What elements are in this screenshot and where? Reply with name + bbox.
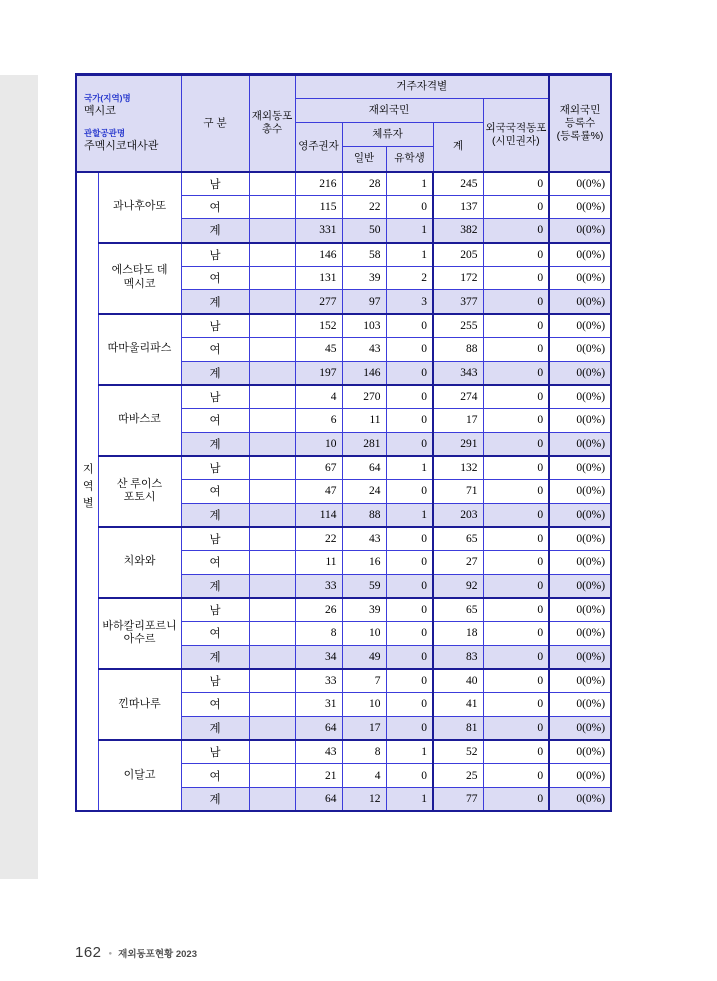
- statistics-table: [75, 73, 612, 812]
- value-cell: 0: [483, 479, 549, 503]
- value-cell: 0: [386, 385, 433, 409]
- gender-cell: 계: [181, 574, 249, 598]
- region-name: 바하칼리포르니아수르: [98, 598, 181, 669]
- value-cell: 45: [295, 337, 342, 361]
- header-permanent-resident: 영주권자: [295, 123, 342, 172]
- value-cell: 67: [295, 456, 342, 480]
- value-cell: 26: [295, 598, 342, 622]
- value-cell: 0(0%): [549, 385, 611, 409]
- value-cell: 81: [433, 716, 483, 740]
- value-cell: 43: [295, 740, 342, 764]
- region-name: 따바스코: [98, 385, 181, 456]
- value-cell: 16: [342, 551, 386, 575]
- value-cell: 0(0%): [549, 479, 611, 503]
- value-cell: 0(0%): [549, 551, 611, 575]
- value-cell: 0(0%): [549, 527, 611, 551]
- value-cell: 77: [433, 787, 483, 811]
- value-cell: 7: [342, 669, 386, 693]
- value-cell: 11: [295, 551, 342, 575]
- gender-cell: 계: [181, 787, 249, 811]
- value-cell: 382: [433, 219, 483, 243]
- value-cell: 0: [386, 337, 433, 361]
- table-row: [76, 740, 611, 764]
- value-cell: 1: [386, 243, 433, 267]
- value-cell: 64: [295, 787, 342, 811]
- gender-cell: 계: [181, 645, 249, 669]
- value-cell: 0: [483, 243, 549, 267]
- region-name: 따마울리파스: [98, 314, 181, 385]
- value-cell: 115: [295, 195, 342, 219]
- value-cell: 0: [483, 314, 549, 338]
- value-cell: 0(0%): [549, 337, 611, 361]
- value-cell: 0: [386, 574, 433, 598]
- value-cell: 0(0%): [549, 219, 611, 243]
- value-cell: 43: [342, 337, 386, 361]
- value-cell: 4: [295, 385, 342, 409]
- value-cell: 83: [433, 645, 483, 669]
- value-cell: 33: [295, 574, 342, 598]
- value-cell: [249, 503, 295, 527]
- value-cell: 0(0%): [549, 314, 611, 338]
- gender-cell: 남: [181, 385, 249, 409]
- value-cell: 8: [295, 622, 342, 646]
- gender-cell: 계: [181, 290, 249, 314]
- value-cell: 114: [295, 503, 342, 527]
- office-label: 관할공관명: [84, 128, 126, 139]
- header-row-1: [76, 75, 611, 99]
- value-cell: [249, 314, 295, 338]
- value-cell: 0: [386, 479, 433, 503]
- value-cell: 25: [433, 764, 483, 788]
- value-cell: 0(0%): [549, 290, 611, 314]
- value-cell: 0: [483, 432, 549, 456]
- value-cell: 28: [342, 172, 386, 196]
- page-number: 162: [75, 944, 102, 961]
- value-cell: 152: [295, 314, 342, 338]
- value-cell: [249, 740, 295, 764]
- value-cell: [249, 385, 295, 409]
- value-cell: 64: [342, 456, 386, 480]
- value-cell: 0: [483, 385, 549, 409]
- value-cell: 3: [386, 290, 433, 314]
- value-cell: 43: [342, 527, 386, 551]
- value-cell: 0(0%): [549, 622, 611, 646]
- value-cell: 1: [386, 787, 433, 811]
- table-body: [76, 172, 611, 812]
- gender-cell: 여: [181, 622, 249, 646]
- value-cell: 281: [342, 432, 386, 456]
- gender-cell: 남: [181, 598, 249, 622]
- value-cell: 22: [342, 195, 386, 219]
- gender-cell: 여: [181, 337, 249, 361]
- region-name: 낀따나루: [98, 669, 181, 740]
- value-cell: 137: [433, 195, 483, 219]
- value-cell: 4: [342, 764, 386, 788]
- value-cell: 0: [386, 314, 433, 338]
- value-cell: 0: [386, 716, 433, 740]
- value-cell: 17: [342, 716, 386, 740]
- office-value: 주멕시코대사관: [84, 139, 159, 152]
- value-cell: 0(0%): [549, 645, 611, 669]
- value-cell: [249, 432, 295, 456]
- value-cell: 1: [386, 503, 433, 527]
- value-cell: [249, 787, 295, 811]
- value-cell: 0(0%): [549, 266, 611, 290]
- gender-cell: 계: [181, 219, 249, 243]
- value-cell: 0: [483, 669, 549, 693]
- value-cell: 1: [386, 456, 433, 480]
- value-cell: 0: [483, 574, 549, 598]
- value-cell: 11: [342, 408, 386, 432]
- value-cell: 172: [433, 266, 483, 290]
- value-cell: 12: [342, 787, 386, 811]
- value-cell: 0: [483, 645, 549, 669]
- value-cell: 0: [386, 622, 433, 646]
- value-cell: 52: [433, 740, 483, 764]
- table-row: [76, 669, 611, 693]
- value-cell: [249, 669, 295, 693]
- value-cell: 31: [295, 693, 342, 717]
- value-cell: 2: [386, 266, 433, 290]
- value-cell: 0: [386, 693, 433, 717]
- value-cell: [249, 551, 295, 575]
- value-cell: 0: [483, 551, 549, 575]
- value-cell: 255: [433, 314, 483, 338]
- value-cell: 216: [295, 172, 342, 196]
- header-subtotal: 계: [433, 123, 483, 172]
- value-cell: 0: [386, 408, 433, 432]
- value-cell: [249, 219, 295, 243]
- value-cell: [249, 172, 295, 196]
- value-cell: 22: [295, 527, 342, 551]
- header-residence-qualification: 거주자격별: [295, 75, 549, 99]
- value-cell: 0: [386, 645, 433, 669]
- value-cell: 0: [386, 764, 433, 788]
- value-cell: 10: [295, 432, 342, 456]
- value-cell: 146: [295, 243, 342, 267]
- header-overseas-national: 재외국민: [295, 99, 483, 123]
- gender-cell: 남: [181, 527, 249, 551]
- value-cell: 65: [433, 598, 483, 622]
- value-cell: 64: [295, 716, 342, 740]
- region-name: 산 루이스 포토시: [98, 456, 181, 527]
- value-cell: 1: [386, 219, 433, 243]
- value-cell: 6: [295, 408, 342, 432]
- value-cell: 8: [342, 740, 386, 764]
- value-cell: 0: [483, 740, 549, 764]
- header-sojourner: 체류자: [342, 123, 433, 147]
- value-cell: [249, 479, 295, 503]
- value-cell: 58: [342, 243, 386, 267]
- page-margin-bar: [0, 75, 38, 879]
- value-cell: 0: [386, 361, 433, 385]
- region-name: 치와와: [98, 527, 181, 598]
- value-cell: [249, 266, 295, 290]
- value-cell: 0: [386, 669, 433, 693]
- header-gubun: 구 분: [181, 75, 249, 172]
- value-cell: [249, 195, 295, 219]
- footer-title: 재외동포현황 2023: [118, 948, 197, 960]
- value-cell: 0(0%): [549, 195, 611, 219]
- value-cell: 0(0%): [549, 693, 611, 717]
- gender-cell: 남: [181, 740, 249, 764]
- value-cell: [249, 598, 295, 622]
- table-row: [76, 385, 611, 409]
- value-cell: 0(0%): [549, 503, 611, 527]
- gender-cell: 남: [181, 314, 249, 338]
- value-cell: 59: [342, 574, 386, 598]
- value-cell: 1: [386, 740, 433, 764]
- value-cell: 0: [483, 290, 549, 314]
- value-cell: 97: [342, 290, 386, 314]
- value-cell: 0: [483, 764, 549, 788]
- value-cell: 0(0%): [549, 408, 611, 432]
- value-cell: 1: [386, 172, 433, 196]
- footer-bullet-icon: ●: [108, 950, 113, 957]
- value-cell: [249, 408, 295, 432]
- value-cell: 0: [386, 598, 433, 622]
- header-registered-count: 재외국민 등록수 (등록률%): [549, 75, 611, 172]
- header-foreign-nationality: 외국국적동포 (시민권자): [483, 99, 549, 172]
- value-cell: 0: [483, 361, 549, 385]
- value-cell: 291: [433, 432, 483, 456]
- region-name: 과나후아또: [98, 172, 181, 243]
- country-label: 국가(지역)명: [84, 92, 131, 103]
- value-cell: 0: [483, 787, 549, 811]
- value-cell: [249, 764, 295, 788]
- value-cell: 88: [433, 337, 483, 361]
- value-cell: 0(0%): [549, 574, 611, 598]
- value-cell: 0: [483, 503, 549, 527]
- country-info-cell: [76, 75, 181, 172]
- value-cell: 50: [342, 219, 386, 243]
- value-cell: 34: [295, 645, 342, 669]
- gender-cell: 여: [181, 408, 249, 432]
- page-footer: [75, 944, 197, 961]
- gender-cell: 여: [181, 195, 249, 219]
- gender-cell: 남: [181, 669, 249, 693]
- value-cell: 331: [295, 219, 342, 243]
- value-cell: [249, 456, 295, 480]
- value-cell: 92: [433, 574, 483, 598]
- value-cell: 277: [295, 290, 342, 314]
- value-cell: [249, 243, 295, 267]
- value-cell: 0: [386, 551, 433, 575]
- gender-cell: 남: [181, 456, 249, 480]
- region-name: 에스타도 데 멕시코: [98, 243, 181, 314]
- table-row: [76, 172, 611, 196]
- value-cell: [249, 645, 295, 669]
- value-cell: 0(0%): [549, 716, 611, 740]
- value-cell: 0: [483, 527, 549, 551]
- header-student: 유학생: [386, 147, 433, 172]
- gender-cell: 남: [181, 172, 249, 196]
- value-cell: 18: [433, 622, 483, 646]
- value-cell: 0: [483, 266, 549, 290]
- value-cell: 0(0%): [549, 432, 611, 456]
- value-cell: 0(0%): [549, 598, 611, 622]
- gender-cell: 계: [181, 361, 249, 385]
- value-cell: 47: [295, 479, 342, 503]
- value-cell: 0: [483, 195, 549, 219]
- table-row: [76, 527, 611, 551]
- value-cell: [249, 693, 295, 717]
- value-cell: 88: [342, 503, 386, 527]
- value-cell: 33: [295, 669, 342, 693]
- value-cell: 65: [433, 527, 483, 551]
- value-cell: 205: [433, 243, 483, 267]
- value-cell: 0(0%): [549, 787, 611, 811]
- gender-cell: 남: [181, 243, 249, 267]
- row-group-label: [76, 172, 98, 812]
- value-cell: [249, 337, 295, 361]
- value-cell: 27: [433, 551, 483, 575]
- table-row: [76, 456, 611, 480]
- value-cell: 21: [295, 764, 342, 788]
- region-name: 이달고: [98, 740, 181, 811]
- value-cell: 146: [342, 361, 386, 385]
- table-header: [76, 75, 611, 172]
- value-cell: 103: [342, 314, 386, 338]
- value-cell: 49: [342, 645, 386, 669]
- value-cell: 245: [433, 172, 483, 196]
- value-cell: 270: [342, 385, 386, 409]
- value-cell: [249, 527, 295, 551]
- value-cell: 10: [342, 622, 386, 646]
- value-cell: 197: [295, 361, 342, 385]
- table-row: [76, 314, 611, 338]
- value-cell: 10: [342, 693, 386, 717]
- value-cell: 39: [342, 266, 386, 290]
- value-cell: 0(0%): [549, 764, 611, 788]
- value-cell: 203: [433, 503, 483, 527]
- gender-cell: 여: [181, 693, 249, 717]
- table-row: [76, 598, 611, 622]
- value-cell: 0(0%): [549, 669, 611, 693]
- value-cell: 0(0%): [549, 243, 611, 267]
- value-cell: [249, 290, 295, 314]
- value-cell: 0: [483, 456, 549, 480]
- region-statistics-table: [75, 73, 612, 812]
- value-cell: 343: [433, 361, 483, 385]
- value-cell: 71: [433, 479, 483, 503]
- gender-cell: 계: [181, 432, 249, 456]
- value-cell: 0: [483, 337, 549, 361]
- value-cell: [249, 716, 295, 740]
- value-cell: [249, 574, 295, 598]
- value-cell: 0: [483, 598, 549, 622]
- value-cell: 17: [433, 408, 483, 432]
- value-cell: 131: [295, 266, 342, 290]
- value-cell: 0(0%): [549, 740, 611, 764]
- value-cell: 0(0%): [549, 456, 611, 480]
- gender-cell: 여: [181, 764, 249, 788]
- value-cell: [249, 622, 295, 646]
- value-cell: 0: [483, 716, 549, 740]
- gender-cell: 여: [181, 266, 249, 290]
- value-cell: 0: [386, 195, 433, 219]
- country-value: 멕시코: [84, 104, 116, 117]
- value-cell: 41: [433, 693, 483, 717]
- value-cell: 40: [433, 669, 483, 693]
- gender-cell: 계: [181, 503, 249, 527]
- value-cell: 39: [342, 598, 386, 622]
- value-cell: 0: [386, 432, 433, 456]
- value-cell: 24: [342, 479, 386, 503]
- table-row: [76, 243, 611, 267]
- value-cell: 0: [483, 622, 549, 646]
- value-cell: [249, 361, 295, 385]
- row-group-text: 지역별: [81, 463, 94, 515]
- value-cell: 0: [483, 408, 549, 432]
- value-cell: 377: [433, 290, 483, 314]
- gender-cell: 여: [181, 479, 249, 503]
- value-cell: 0: [483, 219, 549, 243]
- value-cell: 0(0%): [549, 361, 611, 385]
- header-general: 일반: [342, 147, 386, 172]
- value-cell: 0: [483, 693, 549, 717]
- value-cell: 274: [433, 385, 483, 409]
- value-cell: 132: [433, 456, 483, 480]
- value-cell: 0(0%): [549, 172, 611, 196]
- header-compatriot-total: 재외동포 총수: [249, 75, 295, 172]
- gender-cell: 계: [181, 716, 249, 740]
- gender-cell: 여: [181, 551, 249, 575]
- value-cell: 0: [483, 172, 549, 196]
- value-cell: 0: [386, 527, 433, 551]
